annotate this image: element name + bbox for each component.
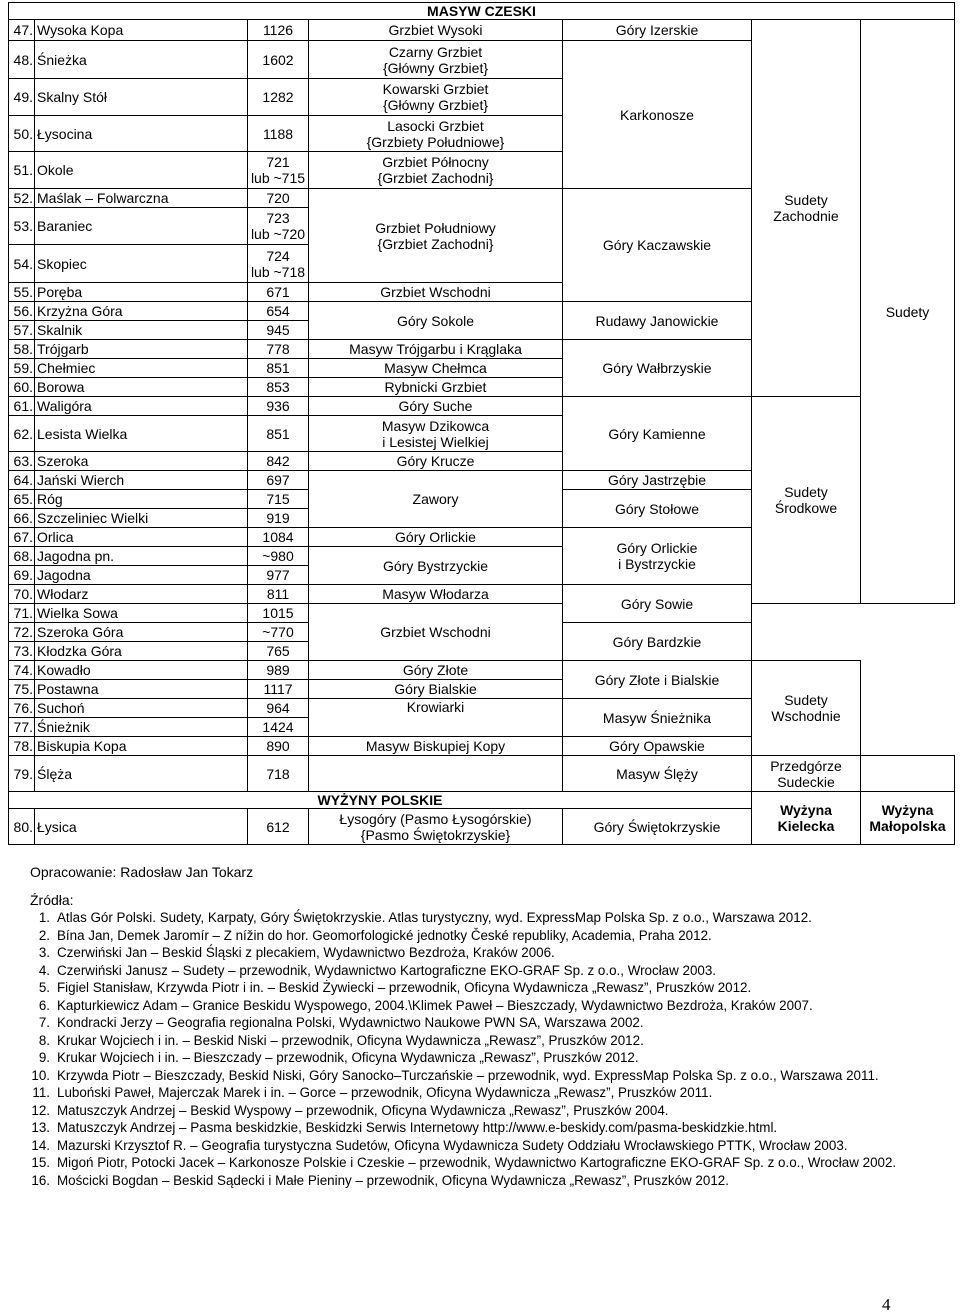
peak-height: 697 (248, 471, 309, 490)
reference-item (30, 927, 932, 945)
range-name: Masyw Chełmca (309, 359, 563, 378)
peak-name: Ślęża (35, 756, 248, 792)
references-list (30, 909, 932, 1189)
peak-height: 964 (248, 699, 309, 718)
row-number: 49. (9, 79, 35, 116)
peak-height: 851 (248, 416, 309, 452)
peak-name: Skalny Stół (35, 79, 248, 116)
page-number: 4 (882, 1295, 891, 1314)
range-name: Krowiarki (309, 699, 563, 737)
peak-height: ~770 (248, 623, 309, 642)
table-row (9, 397, 955, 416)
reference-number: 6. (38, 997, 50, 1013)
peak-height: 842 (248, 452, 309, 471)
row-number: 79. (9, 756, 35, 792)
row-number: 77. (9, 718, 35, 737)
peak-name: Szeroka Góra (35, 623, 248, 642)
row-number: 69. (9, 566, 35, 585)
reference-item (30, 1119, 932, 1137)
mountain-group: Góry Sowie (563, 585, 752, 623)
peak-name: Maślak – Folwarczna (35, 189, 248, 208)
region-sudety-zachodnie: Sudety Zachodnie (752, 20, 861, 397)
peaks-table (8, 2, 955, 845)
reference-text: Figiel Stanisław, Krzywda Piotr i in. – Beskid Żywiecki – przewodnik, Oficyna Wydawnicza „Rewasz”, Pruszków 2012. (57, 980, 752, 995)
region-sudety-wschodnie: Sudety Wschodnie (752, 661, 861, 756)
row-number: 66. (9, 509, 35, 528)
row-number: 72. (9, 623, 35, 642)
row-number: 52. (9, 189, 35, 208)
row-number: 50. (9, 116, 35, 152)
reference-number: 14. (31, 1137, 50, 1153)
reference-number: 3. (38, 945, 50, 960)
reference-item (30, 1032, 932, 1050)
reference-text: Krukar Wojciech i in. – Beskid Niski – przewodnik, Oficyna Wydawnicza „Rewasz”, Pruszków 2012. (57, 1032, 644, 1048)
peak-name: Trójgarb (35, 340, 248, 359)
range-name: Lasocki Grzbiet {Grzbiety Południowe} (309, 116, 563, 152)
peak-name: Łysocina (35, 116, 248, 152)
reference-number: 9. (38, 1050, 50, 1065)
mountain-group: Góry Stołowe (563, 490, 752, 528)
mountain-group: Masyw Śnieżnika (563, 699, 752, 737)
reference-number: 5. (38, 980, 50, 995)
peak-name: Śnieżka (35, 41, 248, 79)
region-sudety: Sudety (861, 20, 955, 604)
mountain-group: Góry Kaczawskie (563, 189, 752, 302)
row-number: 61. (9, 397, 35, 416)
reference-item (30, 1172, 932, 1190)
region-wyzyna-malopolska: Wyżyna Małopolska (861, 792, 955, 845)
range-name: Góry Krucze (309, 452, 563, 471)
peak-name: Róg (35, 490, 248, 509)
mountain-group: Góry Bardzkie (563, 623, 752, 661)
reference-text: Krzywda Piotr – Bieszczady, Beskid Niski, Góry Sanocko–Turczańskie – przewodnik, wyd. ExpressMap Polska Sp. z o.o., Warszawa 2011. (57, 1067, 879, 1083)
range-name: Grzbiet Południowy {Grzbiet Zachodni} (309, 189, 563, 283)
range-name: Grzbiet Wschodni (309, 283, 563, 302)
mountain-group: Góry Orlickie i Bystrzyckie (563, 528, 752, 585)
peak-height: 1126 (248, 20, 309, 41)
section-header: WYŻYNY POLSKIE (9, 792, 752, 809)
reference-text: Matuszczyk Andrzej – Beskid Wyspowy – przewodnik, Oficyna Wydawnicza „Rewasz”, Pruszków 2004. (57, 1102, 669, 1118)
peak-height: 977 (248, 566, 309, 585)
peak-name: Jański Wierch (35, 471, 248, 490)
region-wyzyna-kielecka: Wyżyna Kielecka (752, 792, 861, 845)
row-number: 56. (9, 302, 35, 321)
peak-height: 1282 (248, 79, 309, 116)
row-number: 51. (9, 152, 35, 189)
reference-item (30, 1102, 932, 1120)
row-number: 65. (9, 490, 35, 509)
peak-height: 612 (248, 809, 309, 845)
reference-number: 4. (38, 962, 50, 978)
range-name: Góry Bialskie (309, 680, 563, 699)
peak-height: 718 (248, 756, 309, 792)
peak-name: Chełmiec (35, 359, 248, 378)
peak-height: 765 (248, 642, 309, 661)
reference-item (30, 979, 932, 997)
peak-name: Suchoń (35, 699, 248, 718)
peak-height: 1602 (248, 41, 309, 79)
section-header: MASYW CZESKI (9, 3, 955, 20)
peak-height: ~980 (248, 547, 309, 566)
row-number: 59. (9, 359, 35, 378)
range-name: Rybnicki Grzbiet (309, 378, 563, 397)
row-number: 70. (9, 585, 35, 604)
peak-name: Wysoka Kopa (35, 20, 248, 41)
region-empty (861, 756, 955, 792)
reference-item (30, 1084, 932, 1102)
range-name: Grzbiet Północny {Grzbiet Zachodni} (309, 152, 563, 189)
row-number: 55. (9, 283, 35, 302)
region-sudety-srodkowe: Sudety Środkowe (752, 397, 861, 604)
range-name: Góry Złote (309, 661, 563, 680)
peak-name: Szczeliniec Wielki (35, 509, 248, 528)
reference-number: 2. (38, 927, 50, 943)
peak-height: 945 (248, 321, 309, 340)
peak-name: Poręba (35, 283, 248, 302)
table-row (9, 661, 955, 680)
reference-text: Kapturkiewicz Adam – Granice Beskidu Wyspowego, 2004.\Klimek Paweł – Bieszczady, Wydawnictwo Bezdroża, Kraków 2007. (57, 997, 813, 1013)
peak-name: Baraniec (35, 208, 248, 245)
reference-item (30, 1049, 932, 1067)
peak-height: 715 (248, 490, 309, 509)
range-name: Góry Bystrzyckie (309, 547, 563, 585)
range-name: Masyw Biskupiej Kopy (309, 737, 563, 756)
range-name: Góry Suche (309, 397, 563, 416)
reference-text: Czerwiński Janusz – Sudety – przewodnik, Wydawnictwo Kartograficzne EKO-GRAF Sp. z o.o., Wrocław 2003. (57, 962, 717, 978)
reference-text: Czerwiński Jan – Beskid Śląski z plecakiem, Wydawnictwo Bezdroża, Kraków 2006. (57, 945, 555, 960)
reference-text: Mazurski Krzysztof R. – Geografia turystyczna Sudetów, Oficyna Wydawnicza Sudety Oddziału Wrocławskiego PTTK, Wrocław 2003. (57, 1137, 848, 1153)
range-name: Góry Orlickie (309, 528, 563, 547)
mountain-group: Góry Izerskie (563, 20, 752, 41)
peak-name: Orlica (35, 528, 248, 547)
reference-text: Luboński Paweł, Majerczak Marek i in. – Gorce – przewodnik, Oficyna Wydawnicza „Rewasz”, Pruszków 2011. (57, 1085, 713, 1100)
range-name: Masyw Włodarza (309, 585, 563, 604)
row-number: 60. (9, 378, 35, 397)
reference-item (30, 1014, 932, 1032)
row-number: 80. (9, 809, 35, 845)
mountain-group: Masyw Ślęży (563, 756, 752, 792)
peak-height: 853 (248, 378, 309, 397)
peak-name: Borowa (35, 378, 248, 397)
range-name: Zawory (309, 471, 563, 528)
reference-text: Kondracki Jerzy – Geografia regionalna Polski, Wydawnictwo Naukowe PWN SA, Warszawa 2002. (57, 1015, 644, 1030)
row-number: 57. (9, 321, 35, 340)
peak-name: Wielka Sowa (35, 604, 248, 623)
reference-number: 10. (31, 1067, 50, 1083)
row-number: 73. (9, 642, 35, 661)
table-row (9, 604, 955, 623)
mountain-group: Góry Świętokrzyskie (563, 809, 752, 845)
peak-name: Włodarz (35, 585, 248, 604)
peak-name: Jagodna pn. (35, 547, 248, 566)
peak-height: 890 (248, 737, 309, 756)
row-number: 68. (9, 547, 35, 566)
range-name: Łysogóry (Pasmo Łysogórskie) {Pasmo Świętokrzyskie} (309, 809, 563, 845)
row-number: 64. (9, 471, 35, 490)
peak-height: 1015 (248, 604, 309, 623)
peak-name: Szeroka (35, 452, 248, 471)
peak-height: 851 (248, 359, 309, 378)
reference-item (30, 962, 932, 980)
reference-item (30, 997, 932, 1015)
peak-height: 671 (248, 283, 309, 302)
reference-text: Matuszczyk Andrzej – Pasma beskidzkie, Beskidzki Serwis Internetowy http://www.e-beskidy.com/pasma-beskidzkie.html. (57, 1120, 778, 1135)
peak-name: Kłodzka Góra (35, 642, 248, 661)
peak-height: 1424 (248, 718, 309, 737)
row-number: 71. (9, 604, 35, 623)
range-name: Grzbiet Wschodni (309, 604, 563, 661)
range-name: Czarny Grzbiet {Główny Grzbiet} (309, 41, 563, 79)
region-przedgorze-sudeckie: Przedgórze Sudeckie (752, 756, 861, 792)
peak-height: 720 (248, 189, 309, 208)
peak-height: 919 (248, 509, 309, 528)
sources-heading: Źródła: (30, 892, 74, 908)
peak-height: 724 lub ~718 (248, 245, 309, 283)
range-name: Kowarski Grzbiet {Główny Grzbiet} (309, 79, 563, 116)
peak-name: Skopiec (35, 245, 248, 283)
table-row (9, 756, 955, 792)
peak-height: 654 (248, 302, 309, 321)
peak-height: 936 (248, 397, 309, 416)
peak-height: 1188 (248, 116, 309, 152)
row-number: 48. (9, 41, 35, 79)
range-name (309, 756, 563, 792)
table-row (9, 20, 955, 41)
mountain-group: Góry Jastrzębie (563, 471, 752, 490)
peak-name: Okole (35, 152, 248, 189)
reference-number: 8. (38, 1032, 50, 1048)
row-number: 47. (9, 20, 35, 41)
peak-height: 1084 (248, 528, 309, 547)
row-number: 54. (9, 245, 35, 283)
peak-name: Biskupia Kopa (35, 737, 248, 756)
peak-height: 1117 (248, 680, 309, 699)
row-number: 53. (9, 208, 35, 245)
mountain-group: Góry Wałbrzyskie (563, 340, 752, 397)
mountain-group: Góry Kamienne (563, 397, 752, 471)
mountain-group: Karkonosze (563, 41, 752, 189)
row-number: 75. (9, 680, 35, 699)
reference-number: 13. (31, 1120, 50, 1135)
reference-item (30, 1154, 932, 1172)
reference-text: Mościcki Bogdan – Beskid Sądecki i Małe Pieniny – przewodnik, Oficyna Wydawnicza „Rewasz”, Pruszków 2012. (57, 1172, 729, 1188)
reference-item (30, 944, 932, 962)
reference-number: 16. (31, 1172, 50, 1188)
peak-name: Skalnik (35, 321, 248, 340)
peak-name: Kowadło (35, 661, 248, 680)
peak-name: Waligóra (35, 397, 248, 416)
row-number: 62. (9, 416, 35, 452)
peak-name: Krzyżna Góra (35, 302, 248, 321)
peak-height: 811 (248, 585, 309, 604)
reference-item (30, 1067, 932, 1085)
mountain-group: Góry Opawskie (563, 737, 752, 756)
reference-text: Krukar Wojciech i in. – Bieszczady – przewodnik, Oficyna Wydawnicza „Rewasz”, Pruszków 2012. (57, 1050, 639, 1065)
reference-text: Migoń Piotr, Potocki Jacek – Karkonosze Polskie i Czeskie – przewodnik, Wydawnictwo Kartograficzne EKO-GRAF Sp. z o.o., Wrocław 2002. (57, 1155, 897, 1170)
peak-height: 721 lub ~715 (248, 152, 309, 189)
range-name: Masyw Dzikowca i Lesistej Wielkiej (309, 416, 563, 452)
row-number: 58. (9, 340, 35, 359)
reference-item (30, 1137, 932, 1155)
row-number: 78. (9, 737, 35, 756)
peak-name: Śnieżnik (35, 718, 248, 737)
peak-name: Łysica (35, 809, 248, 845)
author-note: Opracowanie: Radosław Jan Tokarz (30, 864, 254, 880)
row-number: 76. (9, 699, 35, 718)
reference-number: 11. (32, 1085, 50, 1100)
mountain-group: Góry Złote i Bialskie (563, 661, 752, 699)
reference-text: Atlas Gór Polski. Sudety, Karpaty, Góry Świętokrzyskie. Atlas turystyczny, wyd. ExpressMap Polska Sp. z o.o., Warszawa 2012. (57, 910, 812, 925)
reference-item (30, 909, 932, 927)
reference-number: 7. (38, 1015, 50, 1030)
row-number: 63. (9, 452, 35, 471)
peak-name: Lesista Wielka (35, 416, 248, 452)
peak-height: 723 lub ~720 (248, 208, 309, 245)
peak-height: 989 (248, 661, 309, 680)
mountain-group: Rudawy Janowickie (563, 302, 752, 340)
reference-number: 15. (31, 1155, 50, 1170)
row-number: 67. (9, 528, 35, 547)
peak-name: Postawna (35, 680, 248, 699)
range-name: Masyw Trójgarbu i Krąglaka (309, 340, 563, 359)
reference-number: 12. (31, 1102, 50, 1118)
peak-height: 778 (248, 340, 309, 359)
range-name: Góry Sokole (309, 302, 563, 340)
range-name: Grzbiet Wysoki (309, 20, 563, 41)
peak-name: Jagodna (35, 566, 248, 585)
reference-number: 1. (38, 910, 50, 925)
reference-text: Bína Jan, Demek Jaromír – Z nížin do hor. Geomorfologické jednotky České republiky, Academia, Praha 2012. (57, 927, 712, 943)
row-number: 74. (9, 661, 35, 680)
